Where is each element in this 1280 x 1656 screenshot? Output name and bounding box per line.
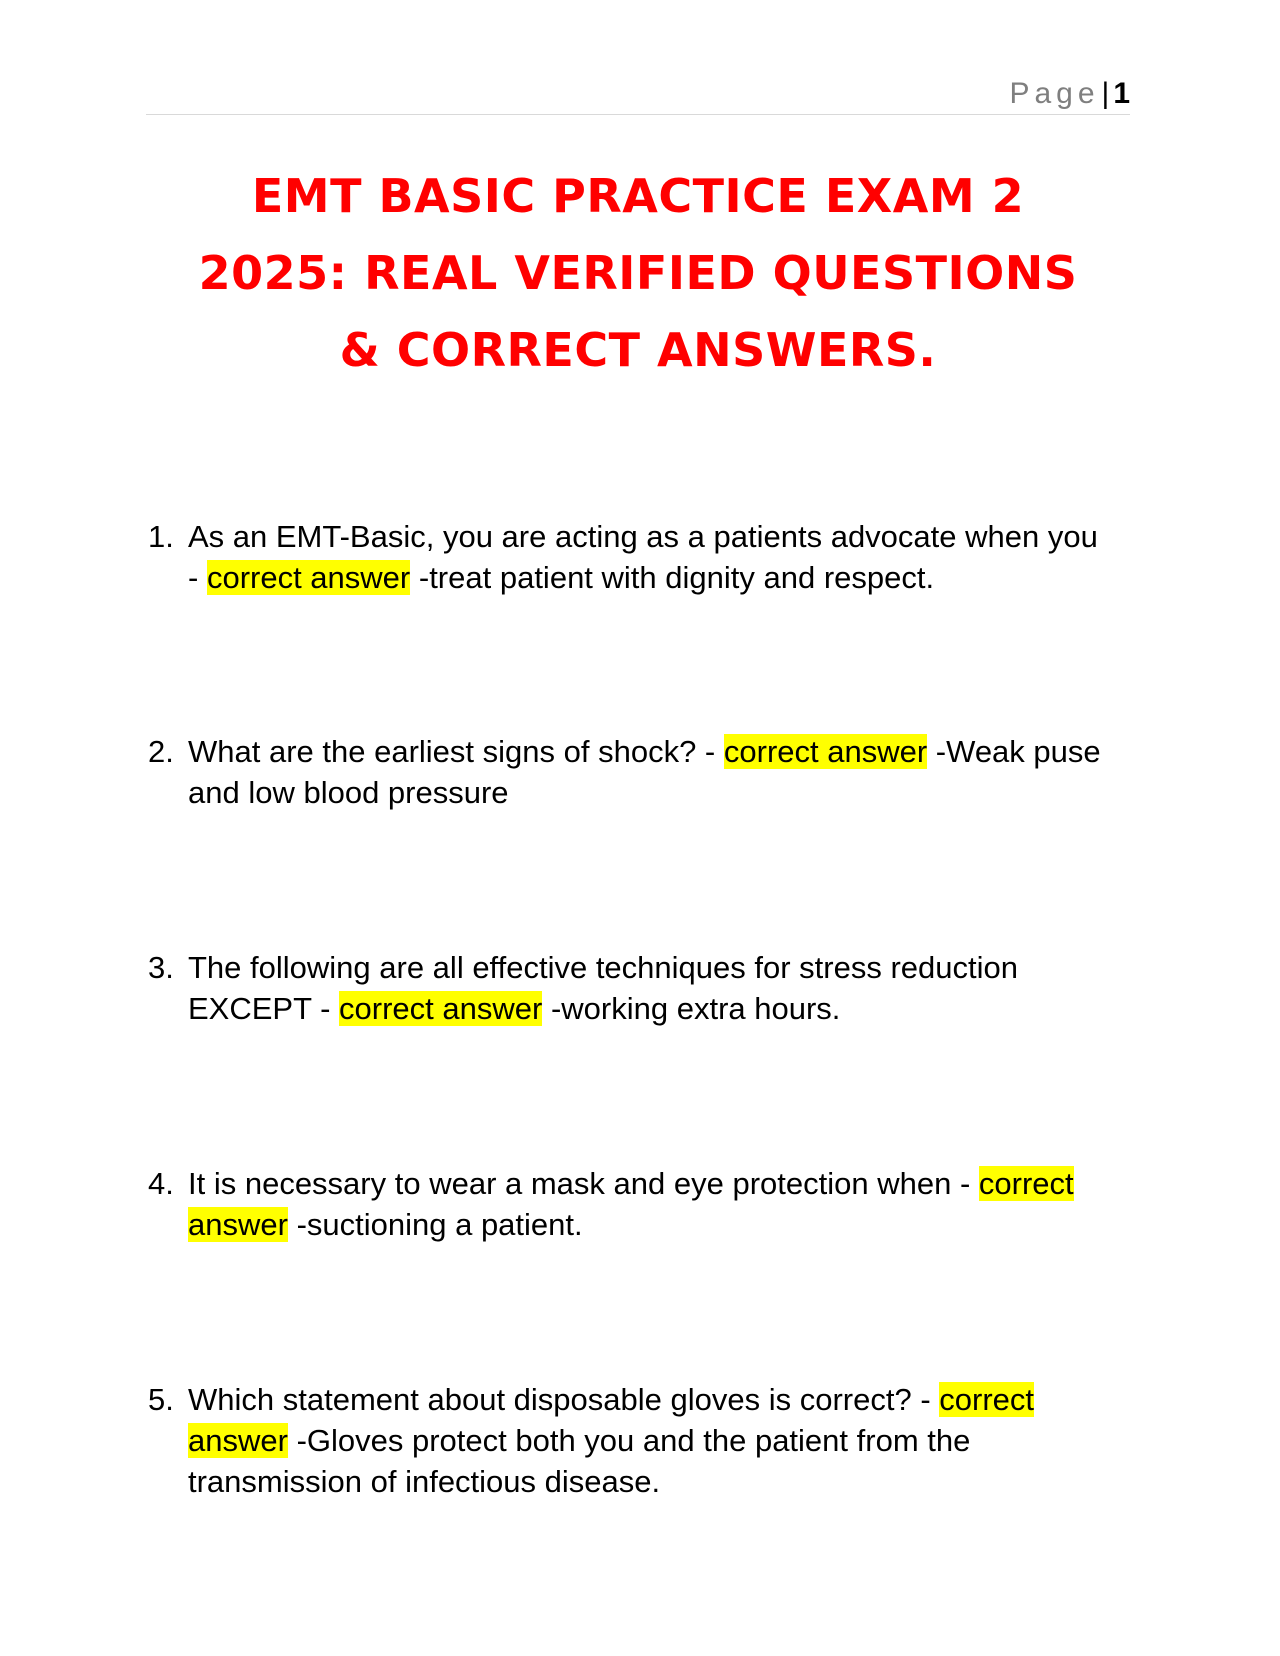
question-item bbox=[148, 731, 1108, 813]
question-text: What are the earliest signs of shock? - bbox=[188, 734, 716, 769]
correct-answer-label: correct answer bbox=[188, 1382, 1035, 1458]
correct-answer-label: correct answer bbox=[723, 734, 928, 769]
question-text: The following are all effective techniques for stress reduction EXCEPT - bbox=[188, 950, 1018, 1026]
question-item bbox=[148, 1379, 1108, 1502]
question-item bbox=[148, 516, 1108, 598]
question-number: 1. bbox=[148, 519, 174, 554]
title-line: & CORRECT ANSWERS. bbox=[339, 323, 937, 377]
page-number: 1 bbox=[1113, 77, 1130, 110]
question-number: 4. bbox=[148, 1166, 174, 1201]
question-text: Which statement about disposable gloves is correct? - bbox=[188, 1382, 931, 1417]
question-text-block bbox=[188, 947, 1108, 1029]
page-word: Page bbox=[1009, 77, 1100, 110]
question-number: 5. bbox=[148, 1382, 174, 1417]
question-text: As an EMT-Basic, you are acting as a patients advocate when you - bbox=[188, 519, 1098, 595]
title-line: EMT BASIC PRACTICE EXAM 2 bbox=[251, 169, 1025, 223]
question-item bbox=[148, 947, 1108, 1029]
correct-answer-label: correct answer bbox=[339, 991, 543, 1026]
question-text-block bbox=[188, 516, 1108, 598]
question-text-block bbox=[188, 1163, 1108, 1245]
question-number: 2. bbox=[148, 734, 174, 769]
document-title bbox=[140, 158, 1136, 389]
question-text-block bbox=[188, 1379, 1108, 1502]
answer-text: -Weak puse and low blood pressure bbox=[188, 734, 1101, 810]
answer-text: -Gloves protect both you and the patient from the transmission of infectious disease. bbox=[188, 1423, 971, 1499]
question-text: It is necessary to wear a mask and eye protection when - bbox=[188, 1166, 971, 1201]
answer-text: -working extra hours. bbox=[550, 991, 841, 1026]
answer-text: -treat patient with dignity and respect. bbox=[418, 560, 935, 595]
question-number: 3. bbox=[148, 950, 174, 985]
page-header bbox=[146, 66, 1130, 115]
correct-answer-label: correct answer bbox=[188, 1166, 1074, 1242]
page-separator: | bbox=[1101, 77, 1110, 110]
question-text-block bbox=[188, 731, 1108, 813]
answer-text: -suctioning a patient. bbox=[296, 1207, 583, 1242]
page-number-indicator bbox=[1009, 76, 1130, 112]
correct-answer-label: correct answer bbox=[206, 560, 411, 595]
question-item bbox=[148, 1163, 1108, 1245]
title-line: 2025: REAL VERIFIED QUESTIONS bbox=[198, 246, 1078, 300]
